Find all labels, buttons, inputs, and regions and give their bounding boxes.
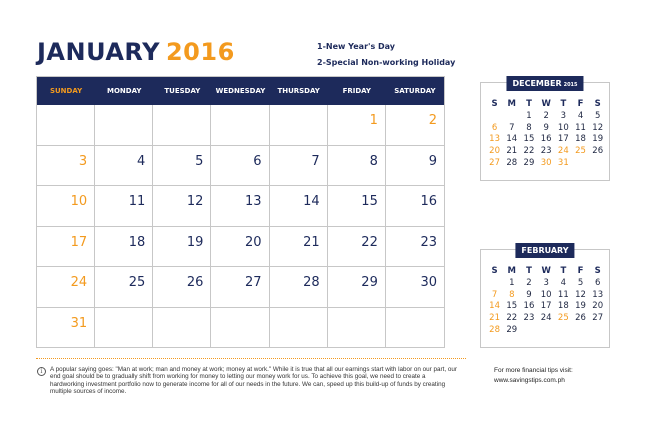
mini-day-number: 14 bbox=[489, 301, 500, 312]
mini-day-number: 3 bbox=[560, 110, 567, 121]
day-cell bbox=[153, 186, 211, 227]
mini-weekday-label: T bbox=[526, 99, 532, 109]
day-number: 22 bbox=[361, 234, 378, 250]
mini-day-number: 20 bbox=[489, 146, 500, 157]
mini-day-number: 21 bbox=[489, 313, 500, 324]
mini-day-number: 27 bbox=[489, 157, 500, 168]
mini-day-number: 29 bbox=[523, 157, 535, 168]
day-number: 4 bbox=[137, 153, 146, 169]
mini-day-number: 19 bbox=[575, 301, 586, 312]
financial-note: A popular saying goes: "Man at work; man and money at work; money at work." While it is true that all our earnings start with labor on our part, our end goal should be to gradually shift from working for money to letting our money work for us. To achieve this goal, we need to create a hardworking investment portfolio now to generate income for all of our needs in the future. We can, speed up this build-up of funds by creating multiple sources of income. bbox=[50, 366, 457, 396]
weekday-label: WEDNESDAY bbox=[215, 87, 266, 95]
mini-weekday-label: M bbox=[507, 99, 517, 109]
mini-day-grid bbox=[486, 99, 606, 170]
mini-day-number: 24 bbox=[540, 313, 552, 324]
weekday-label: SUNDAY bbox=[49, 87, 83, 95]
mini-day-number: 28 bbox=[489, 324, 500, 335]
holiday-list bbox=[317, 39, 455, 70]
mini-day-number bbox=[486, 111, 503, 123]
day-number: 11 bbox=[128, 194, 146, 209]
day-number: 25 bbox=[128, 275, 146, 290]
day-number: 19 bbox=[186, 234, 204, 250]
day-cell bbox=[328, 186, 386, 227]
mini-weekday-label: M bbox=[507, 266, 517, 276]
holiday-item: 1-New Year's Day bbox=[317, 42, 396, 51]
mini-day-number: 9 bbox=[526, 289, 532, 300]
mini-day-number: 29 bbox=[506, 324, 518, 335]
mini-day-number: 12 bbox=[592, 122, 604, 133]
mini-day-number: 25 bbox=[575, 146, 586, 157]
day-cell bbox=[386, 227, 444, 268]
mini-day-number bbox=[572, 325, 589, 337]
mini-day-number bbox=[486, 278, 503, 290]
day-grid bbox=[37, 105, 444, 348]
mini-day-number: 27 bbox=[592, 313, 604, 324]
day-cell bbox=[270, 308, 328, 349]
day-cell bbox=[270, 146, 328, 187]
mini-day-number: 2 bbox=[526, 277, 532, 288]
day-cell bbox=[95, 186, 153, 227]
mini-day-number bbox=[572, 158, 589, 170]
day-cell bbox=[95, 146, 153, 187]
year-number: 2016 bbox=[165, 38, 235, 66]
mini-day-number bbox=[520, 325, 537, 337]
mini-day-number bbox=[538, 325, 555, 337]
mini-day-number: 17 bbox=[557, 134, 569, 145]
mini-day-number: 28 bbox=[506, 157, 518, 168]
day-cell bbox=[37, 146, 95, 187]
mini-day-number bbox=[589, 325, 606, 337]
mini-weekday-label: S bbox=[491, 99, 498, 109]
day-number: 15 bbox=[361, 194, 378, 209]
day-cell bbox=[211, 267, 269, 308]
day-number: 21 bbox=[303, 234, 320, 250]
day-cell bbox=[211, 146, 269, 187]
mini-month-name: FEBRUARY bbox=[521, 246, 569, 255]
day-cell bbox=[270, 186, 328, 227]
weekday-label: SATURDAY bbox=[394, 87, 436, 95]
day-cell bbox=[328, 267, 386, 308]
mini-calendar-title bbox=[506, 76, 583, 91]
day-cell bbox=[386, 105, 444, 146]
mini-day-number: 23 bbox=[523, 313, 535, 324]
mini-day-number: 5 bbox=[595, 110, 601, 121]
day-cell bbox=[211, 227, 269, 268]
day-cell bbox=[211, 105, 269, 146]
mini-day-number: 11 bbox=[575, 122, 586, 133]
mini-day-number: 13 bbox=[489, 134, 500, 145]
day-cell bbox=[328, 105, 386, 146]
footer-divider bbox=[36, 358, 466, 359]
mini-day-number: 12 bbox=[575, 289, 586, 300]
day-number: 12 bbox=[186, 194, 204, 209]
day-number: 31 bbox=[70, 315, 88, 331]
mini-calendar-december bbox=[480, 79, 610, 181]
mini-day-number: 19 bbox=[592, 134, 604, 145]
mini-day-number: 10 bbox=[557, 122, 569, 133]
mini-day-number: 23 bbox=[540, 146, 552, 157]
mini-day-number: 22 bbox=[506, 313, 518, 324]
day-cell bbox=[95, 105, 153, 146]
mini-day-number: 4 bbox=[577, 110, 584, 121]
mini-day-number: 4 bbox=[560, 277, 567, 288]
day-cell bbox=[37, 186, 95, 227]
mini-day-number: 26 bbox=[592, 146, 604, 157]
day-cell bbox=[270, 105, 328, 146]
day-cell bbox=[153, 267, 211, 308]
mini-weekday-label: T bbox=[526, 266, 532, 276]
holiday-item: 2-Special Non-working Holiday bbox=[317, 57, 456, 67]
mini-day-number: 15 bbox=[506, 301, 518, 312]
day-cell bbox=[211, 308, 269, 349]
day-number: 1 bbox=[369, 113, 378, 128]
mini-day-number: 5 bbox=[577, 277, 584, 288]
mini-day-number bbox=[555, 325, 572, 337]
weekday-label: TUESDAY bbox=[164, 87, 201, 95]
mini-day-number: 26 bbox=[575, 313, 586, 324]
day-number: 20 bbox=[245, 234, 262, 250]
main-calendar bbox=[36, 76, 445, 348]
mini-day-number: 16 bbox=[540, 134, 552, 145]
mini-year: 2015 bbox=[563, 82, 578, 88]
mini-day-number: 30 bbox=[540, 157, 552, 168]
mini-weekday-label: F bbox=[577, 266, 584, 276]
day-number: 7 bbox=[311, 153, 320, 169]
info-icon: i bbox=[37, 367, 46, 376]
weekday-label: FRIDAY bbox=[342, 87, 371, 95]
mini-day-number: 8 bbox=[509, 289, 515, 300]
day-cell bbox=[153, 227, 211, 268]
day-cell bbox=[95, 227, 153, 268]
tips-block bbox=[494, 366, 573, 386]
day-cell bbox=[153, 105, 211, 146]
mini-day-number: 24 bbox=[557, 146, 569, 157]
day-number: 5 bbox=[195, 153, 204, 169]
mini-day-number: 14 bbox=[506, 134, 518, 145]
day-cell bbox=[95, 267, 153, 308]
mini-day-number: 18 bbox=[575, 134, 586, 145]
day-cell bbox=[386, 146, 444, 187]
day-cell bbox=[153, 146, 211, 187]
tips-url[interactable]: www.savingstips.com.ph bbox=[494, 377, 565, 384]
day-number: 9 bbox=[428, 153, 437, 169]
mini-month-name: DECEMBER bbox=[512, 79, 562, 88]
day-number: 29 bbox=[361, 275, 378, 290]
day-cell bbox=[328, 146, 386, 187]
day-cell bbox=[211, 186, 269, 227]
mini-day-number: 6 bbox=[595, 277, 601, 288]
day-number: 17 bbox=[70, 234, 88, 250]
mini-day-number: 15 bbox=[523, 134, 535, 145]
day-number: 3 bbox=[78, 153, 88, 169]
mini-day-number: 16 bbox=[523, 301, 535, 312]
mini-weekday-label: S bbox=[594, 99, 601, 109]
mini-day-number: 11 bbox=[557, 289, 569, 300]
mini-day-number: 13 bbox=[592, 289, 604, 300]
calendar-title bbox=[37, 38, 235, 66]
mini-day-number: 3 bbox=[543, 277, 549, 288]
mini-day-number: 9 bbox=[543, 122, 549, 133]
day-number: 6 bbox=[253, 153, 262, 169]
mini-day-number: 17 bbox=[540, 301, 552, 312]
mini-weekday-label: W bbox=[541, 99, 551, 109]
mini-calendar-title bbox=[515, 243, 574, 258]
day-cell bbox=[37, 227, 95, 268]
day-number: 23 bbox=[420, 234, 437, 250]
day-cell bbox=[328, 227, 386, 268]
weekday-label: THURSDAY bbox=[277, 87, 320, 95]
day-number: 30 bbox=[420, 275, 437, 290]
mini-day-number: 7 bbox=[491, 289, 498, 300]
weekday-label: MONDAY bbox=[107, 87, 142, 95]
day-cell bbox=[95, 308, 153, 349]
day-number: 28 bbox=[303, 275, 320, 290]
mini-weekday-label: S bbox=[491, 266, 498, 276]
day-number: 10 bbox=[70, 194, 88, 209]
weekday-header bbox=[37, 77, 444, 105]
day-number: 13 bbox=[245, 194, 262, 209]
day-cell bbox=[270, 227, 328, 268]
mini-day-grid bbox=[486, 266, 606, 337]
mini-day-number: 1 bbox=[509, 277, 515, 288]
day-cell bbox=[386, 308, 444, 349]
mini-weekday-label: F bbox=[577, 99, 584, 109]
day-number: 16 bbox=[420, 194, 437, 209]
mini-day-number: 22 bbox=[523, 146, 535, 157]
mini-weekday-label: T bbox=[560, 266, 567, 276]
mini-day-number bbox=[589, 158, 606, 170]
mini-weekday-label: W bbox=[541, 266, 551, 276]
mini-day-number: 18 bbox=[557, 301, 569, 312]
mini-day-number: 2 bbox=[543, 110, 549, 121]
day-cell bbox=[386, 267, 444, 308]
day-cell bbox=[386, 186, 444, 227]
mini-weekday-label: T bbox=[560, 99, 567, 109]
mini-day-number: 6 bbox=[491, 122, 498, 133]
mini-day-number: 1 bbox=[526, 110, 532, 121]
day-cell bbox=[37, 105, 95, 146]
mini-day-number bbox=[503, 111, 520, 123]
day-cell bbox=[153, 308, 211, 349]
day-number: 18 bbox=[128, 234, 146, 250]
day-number: 27 bbox=[245, 275, 262, 290]
day-cell bbox=[270, 267, 328, 308]
day-number: 2 bbox=[428, 113, 437, 128]
day-number: 26 bbox=[186, 275, 204, 290]
tips-label: For more financial tips visit: bbox=[494, 367, 573, 374]
mini-day-number: 20 bbox=[592, 301, 604, 312]
day-cell bbox=[37, 267, 95, 308]
mini-day-number: 7 bbox=[509, 122, 515, 133]
day-number: 14 bbox=[303, 194, 320, 209]
day-cell bbox=[328, 308, 386, 349]
day-number: 24 bbox=[70, 275, 88, 290]
day-number: 8 bbox=[369, 153, 378, 169]
day-cell bbox=[37, 308, 95, 349]
mini-calendar-february bbox=[480, 246, 610, 348]
mini-day-number: 21 bbox=[506, 146, 518, 157]
mini-day-number: 25 bbox=[557, 313, 569, 324]
mini-day-number: 10 bbox=[540, 289, 552, 300]
month-name: JANUARY bbox=[37, 38, 160, 66]
mini-day-number: 31 bbox=[557, 157, 569, 168]
mini-day-number: 8 bbox=[526, 122, 532, 133]
mini-weekday-label: S bbox=[594, 266, 601, 276]
